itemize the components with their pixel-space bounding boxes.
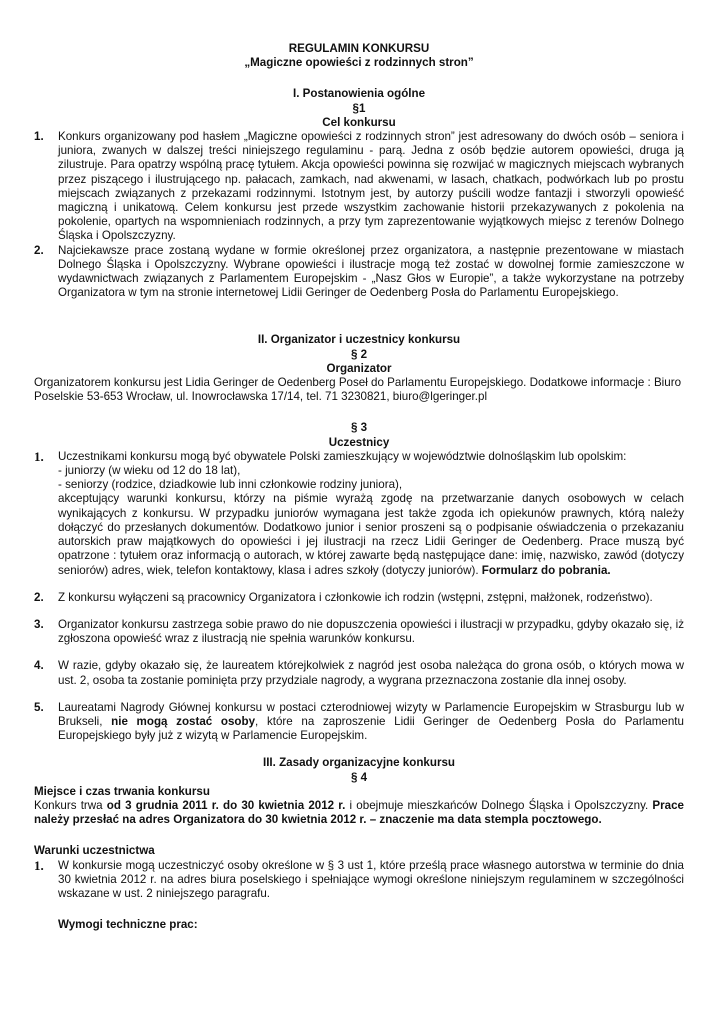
document-title: REGULAMIN KONKURSU <box>288 42 430 55</box>
list-item <box>34 591 684 605</box>
technical-requirements-heading: Wymogi techniczne prac: <box>58 918 198 932</box>
conditions-text: akceptujący warunki konkursu, którzy na piśmie wyrażą zgodę na przetwarzanie danych osobowych w celach wynikających z konkursu. W przypadku juniorów wymagana jest także zgoda ich opiekunów prawnych, którą należy dołączyć do przesłanych dokumentów. Dodatkowo junior i senior proszeni są o podpisanie oświadczenia o przekazaniu autorskich praw majątkowych do opowieści i jej ilustracji na rzecz Lidii Geringer de Oedenberg. Prace muszą być opatrzone : tytułem oraz informacją o autorach, w której zawarte będą następujące dane: imię, nazwisko, zawód (dotyczy seniorów) adres, wiek, telefon kontaktowy, klasa i adres szkoły (dotyczy juniorów). <box>58 492 684 577</box>
laureates-text-a: Laureatami Nagrody Głównej konkursu w postaci czterodniowej wizyty w Parlamencie Europejskim w Strasburgu lub w Brukseli, <box>58 700 684 728</box>
regulation-document <box>34 42 684 932</box>
section-1-heading: I. Postanowienia ogólne <box>292 87 426 101</box>
paragraph-4-number: § 4 <box>350 770 368 784</box>
list-item <box>34 859 684 902</box>
paragraph-3-title: Uczestnicy <box>328 435 390 449</box>
list-number: 2. <box>34 243 44 257</box>
list-item <box>34 659 684 687</box>
list-text: Konkurs organizowany pod hasłem „Magiczne opowieści z rodzinnych stron” jest adresowany do dwóch osób – seniora i juniora, zwanych w dalszej treści niniejszego regulaminu - parą. Jedna z osób będzie autorem opowieści, druga ją zilustruje. Para opatrzy wspólną pracę tytułem. Akcja opowieści powinna się rozwijać w magicznych miejscach wybranych przez piszącego i ilustrującego np. pałacach, zamkach, nad akwenami, w lasach, chatkach, podwórkach lub po prostu miejscach związanych z przekazami rodzinnymi. Istotnym jest, by autorzy puścili wodze fantazji i stworzyli opowieść magiczną i unikatową. Celem konkursu jest przede wszystkim zachowanie historii przekazywanych z pokolenia na pokolenie, opartych na wspomnieniach rodzinnych, a przy tym zaprezentowanie wyjątkowych miejsc z terenów Dolnego Śląska i Opolszczyzny. <box>58 130 684 243</box>
paragraph-2-number: § 2 <box>350 347 368 361</box>
place-time-heading: Miejsce i czas trwania konkursu <box>34 784 210 798</box>
list-item <box>34 244 684 301</box>
paragraph-1-title: Cel konkursu <box>322 115 396 129</box>
place-time-text <box>34 799 684 827</box>
list-number: 5. <box>34 700 44 714</box>
paragraph-2-title: Organizator <box>326 361 392 375</box>
list-text <box>58 701 684 744</box>
list-text: Z konkursu wyłączeni są pracownicy Organizatora i członkowie ich rodzin (wstępni, zstępni, małżonek, rodzeństwo). <box>58 590 653 604</box>
list-text: Najciekawsze prace zostaną wydane w formie określonej przez organizatora, a następnie prezentowane w miastach Dolnego Śląska i Opolszczyzny. Wybrane opowieści i ilustracje mogą też zostać w dowolnej formie zamieszczone w wydawnictwach związanych z Parlamentem Europejskim - „Nasz Głos w Europie”, a także wykorzystane na potrzeby Organizatora w tym na stronie internetowej Lidii Geringer de Oedenberg Posła do Parlamentu Europejskiego. <box>58 243 684 300</box>
place-text-a: Konkurs trwa <box>34 798 107 812</box>
list-item <box>34 701 684 744</box>
list-text: W konkursie mogą uczestniczyć osoby określone w § 3 ust 1, które prześlą prace własnego autorstwa w terminie do dnia 30 kwietnia 2012 r. na adres biura poselskiego i spełniające wymogi określone niniejszym regulaminem w szczególności wskazane w ust. 2 niniejszego paragrafu. <box>58 858 684 900</box>
contest-dates: od 3 grudnia 2011 r. do 30 kwietnia 2012 r. <box>106 798 346 812</box>
list-item <box>34 618 684 646</box>
list-number: 2. <box>34 590 44 604</box>
participants-text <box>58 450 684 578</box>
seniors-line: - seniorzy (rodzice, dziadkowie lub inni członkowie rodziny juniora), <box>58 478 403 492</box>
list-number: 3. <box>34 617 44 631</box>
place-text-c: i obejmuje mieszkańców Dolnego Śląska i Opolszczyzny. <box>345 798 653 812</box>
list-number: 1. <box>34 130 44 144</box>
list-number: 4. <box>34 659 44 673</box>
laureates-bold: nie mogą zostać osoby <box>111 714 256 728</box>
participants-conditions <box>58 492 684 577</box>
paragraph-3-number: § 3 <box>350 421 368 435</box>
participants-intro: Uczestnikami konkursu mogą być obywatele Polski zamieszkujący w województwie dolnośląskim lub opolskim: <box>58 449 627 463</box>
list-item <box>34 450 684 578</box>
organizer-text: Organizatorem konkursu jest Lidia Geringer de Oedenberg Poseł do Parlamentu Europejskiego. Dodatkowe informacje : Biuro Poselskie 53-653 Wrocław, ul. Inowrocławska 17/14, tel. 71 3230821, biuro@lgeringer.pl <box>34 376 682 404</box>
juniors-line: - juniorzy (w wieku od 12 do 18 lat), <box>58 464 241 478</box>
paragraph-1-number: §1 <box>352 101 366 115</box>
list-text: W razie, gdyby okazało się, że laureatem którejkolwiek z nagród jest osoba należąca do grona osób, o których mowa w ust. 2, osoba ta zostanie pominięta przy przydziale nagrody, a wygrana przeznaczona zostanie dla innej osoby. <box>58 659 684 687</box>
submission-deadline: Prace należy przesłać na adres Organizatora do 30 kwietnia 2012 r. – znaczenie ma data stempla pocztowego. <box>34 798 684 827</box>
list-number: 1. <box>34 857 44 873</box>
laureates-text-b: , które na zaproszenie Lidii Geringer de Oedenberg Posła do Parlamentu Europejskiego były już z wizytą w Parlamencie Europejskim. <box>58 714 684 743</box>
section-3-heading: III. Zasady organizacyjne konkursu <box>262 756 455 770</box>
list-number: 1. <box>34 448 44 464</box>
document-subtitle: „Magiczne opowieści z rodzinnych stron” <box>244 56 474 70</box>
list-text: Organizator konkursu zastrzega sobie prawo do nie dopuszczenia opowieści i ilustracji w przypadku, gdyby okazało się, iż zgłoszona opowieść wraz z ilustracją nie spełnia warunków konkursu. <box>58 617 684 646</box>
section-2-heading: II. Organizator i uczestnicy konkursu <box>257 333 461 347</box>
conditions-heading: Warunki uczestnictwa <box>34 844 155 858</box>
form-download-link[interactable]: Formularz do pobrania. <box>481 563 611 577</box>
list-item <box>34 130 684 244</box>
